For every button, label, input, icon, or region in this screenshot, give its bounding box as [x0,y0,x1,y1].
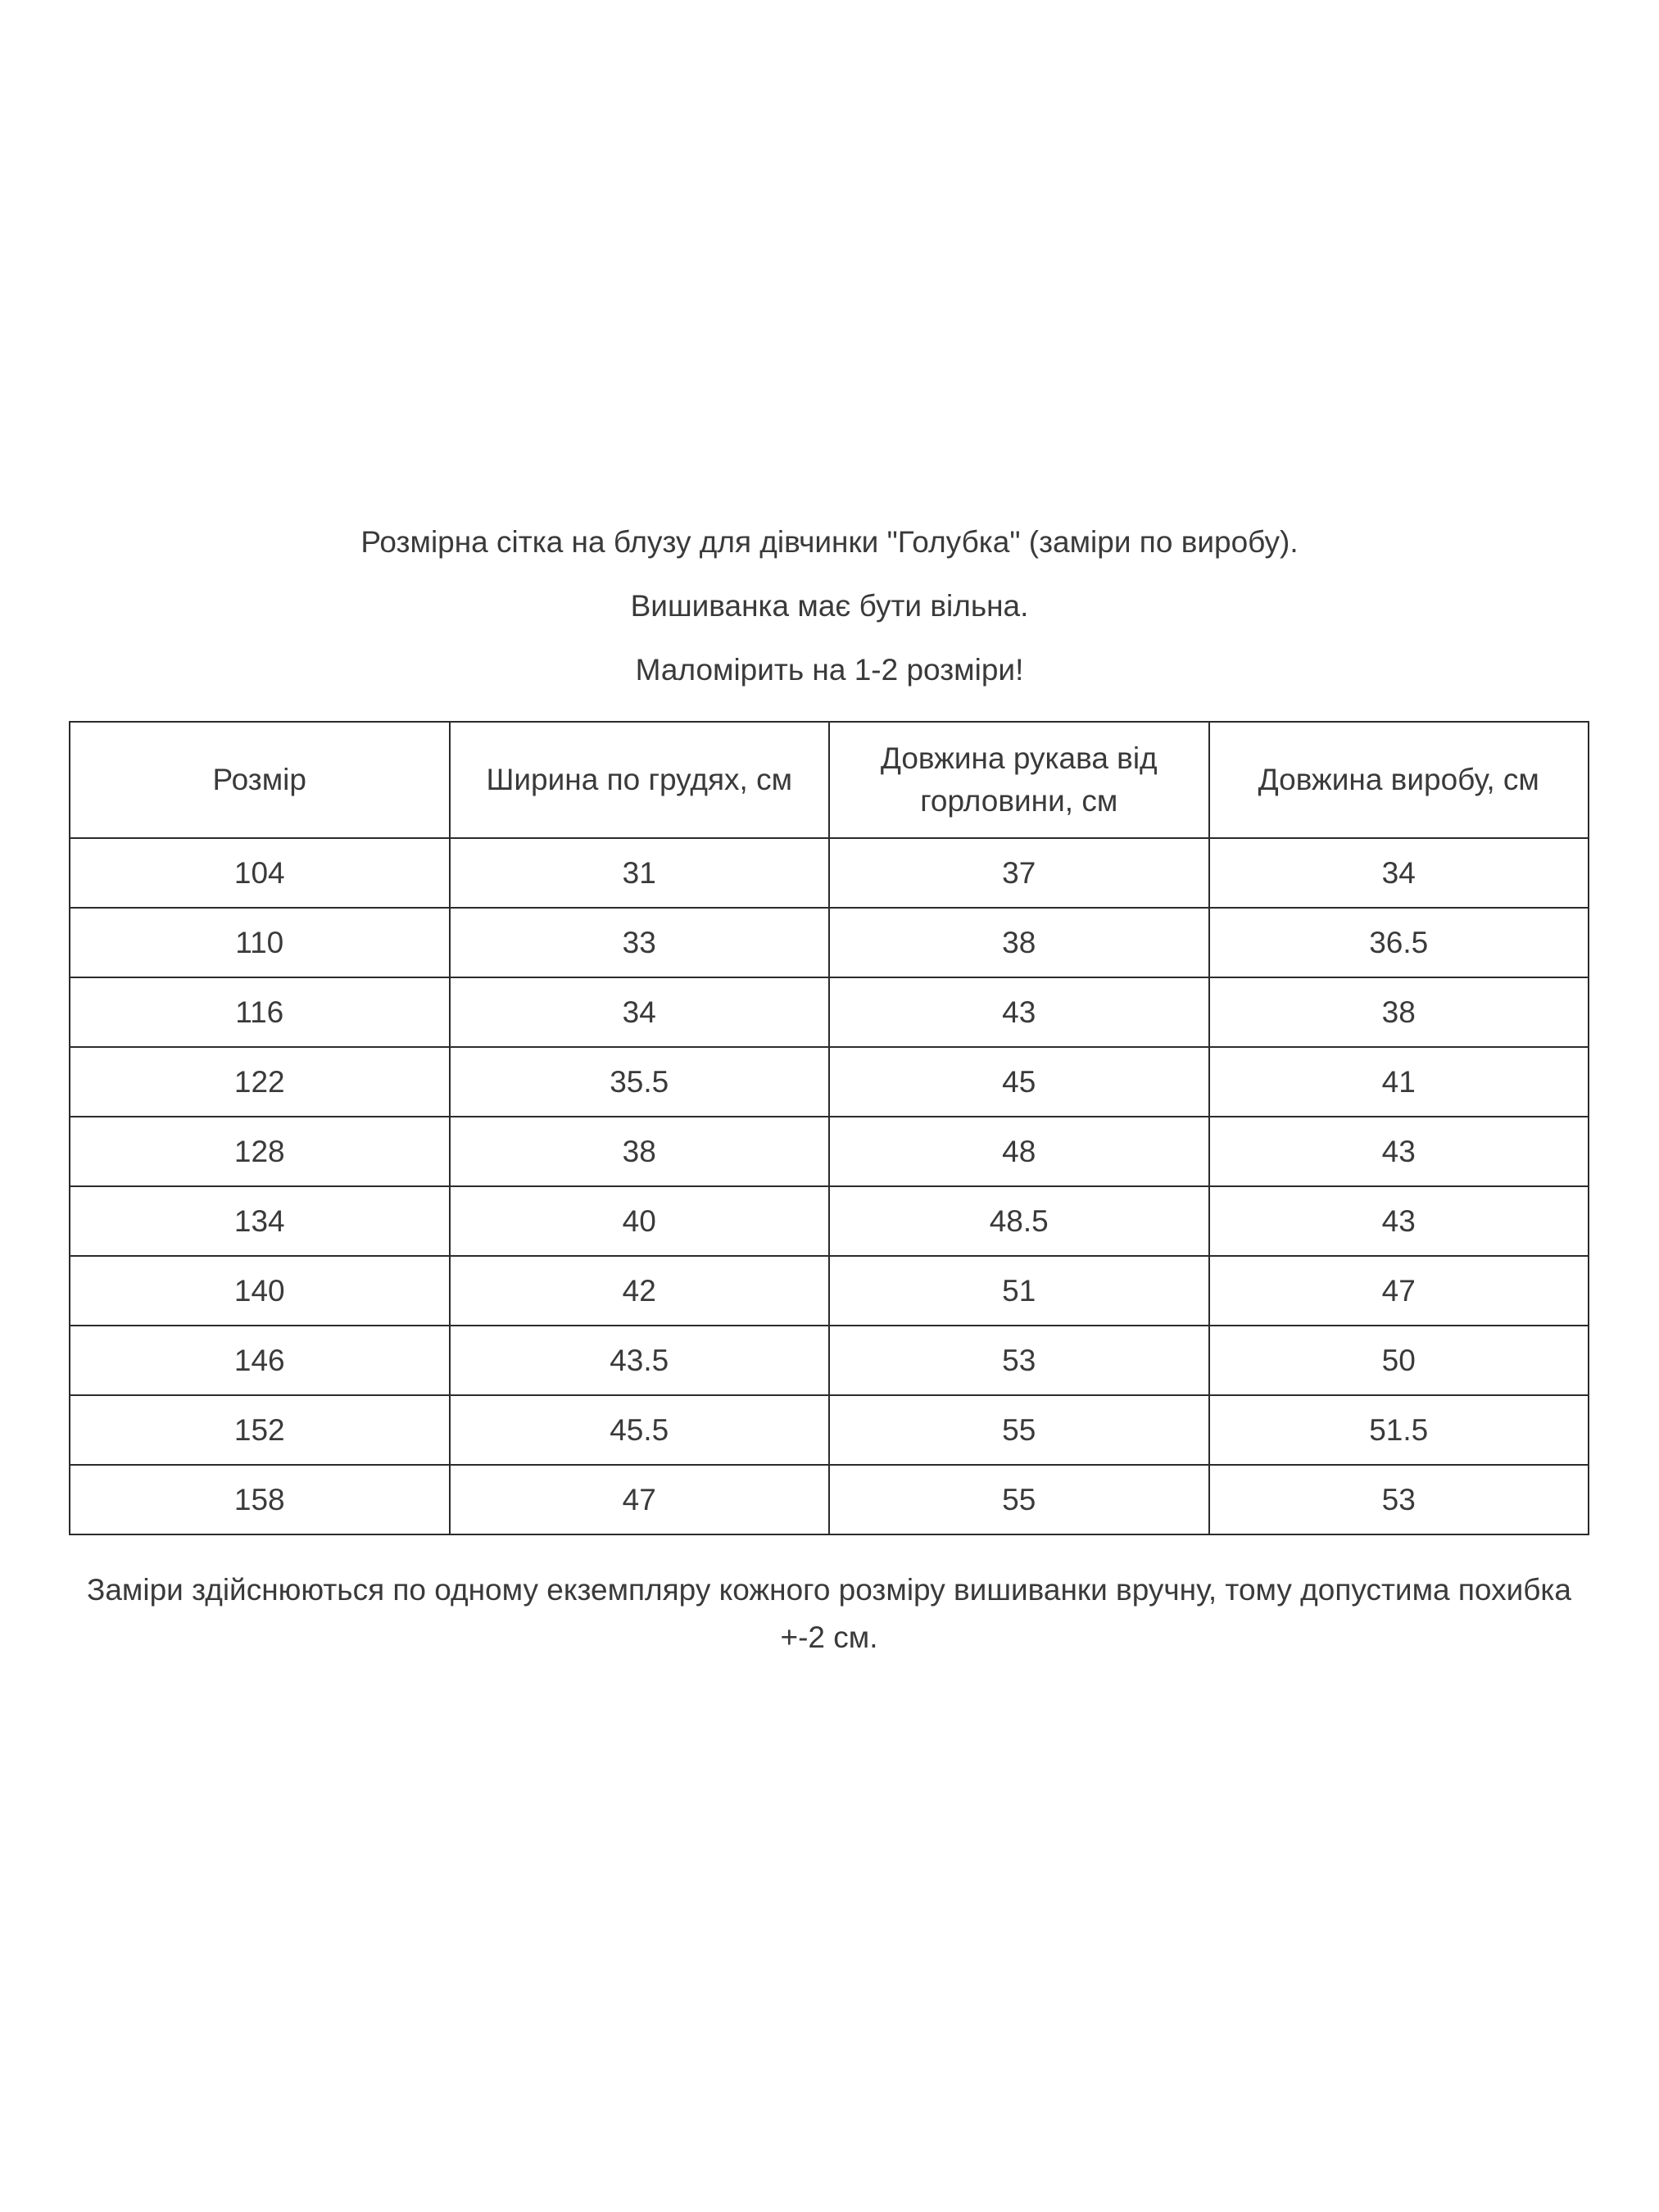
table-cell: 158 [70,1465,450,1534]
table-cell: 45 [829,1047,1209,1117]
column-header-chest-width: Ширина по грудях, см [450,722,830,838]
table-cell: 47 [1209,1256,1589,1326]
table-row [70,908,1589,977]
measurement-footnote: Заміри здійснюються по одному екземпляру кожного розміру вишиванки вручну, тому допустима похибка +-2 см. [86,1573,1572,1654]
table-cell: 34 [450,977,830,1047]
table-cell: 53 [1209,1465,1589,1534]
table-cell: 43 [829,977,1209,1047]
table-row [70,977,1589,1047]
table-cell: 38 [1209,977,1589,1047]
table-cell: 104 [70,838,450,908]
table-cell: 122 [70,1047,450,1117]
table-row [70,1047,1589,1117]
table-cell: 55 [829,1395,1209,1465]
table-row [70,1256,1589,1326]
table-cell: 38 [829,908,1209,977]
table-row [70,1186,1589,1256]
column-header-size: Розмір [70,722,450,838]
column-header-garment-length: Довжина виробу, см [1209,722,1589,838]
table-cell: 37 [829,838,1209,908]
table-cell: 152 [70,1395,450,1465]
size-chart-table [69,721,1589,1535]
table-cell: 116 [70,977,450,1047]
table-cell: 110 [70,908,450,977]
table-cell: 48 [829,1117,1209,1186]
table-cell: 45.5 [450,1395,830,1465]
table-cell: 51.5 [1209,1395,1589,1465]
table-cell: 38 [450,1117,830,1186]
table-cell: 43.5 [450,1326,830,1395]
table-cell: 43 [1209,1186,1589,1256]
table-cell: 36.5 [1209,908,1589,977]
table-header-row [70,722,1589,838]
page-title: Розмірна сітка на блузу для дівчинки "Голубка" (заміри по виробу). [360,525,1299,559]
table-row [70,838,1589,908]
table-row [70,1117,1589,1186]
size-warning: Маломірить на 1-2 розміри! [635,653,1024,687]
table-row [70,1465,1589,1534]
table-cell: 146 [70,1326,450,1395]
table-cell: 140 [70,1256,450,1326]
table-cell: 134 [70,1186,450,1256]
table-cell: 40 [450,1186,830,1256]
table-cell: 47 [450,1465,830,1534]
column-header-sleeve-length: Довжина рукава від горловини, см [829,722,1209,838]
table-cell: 50 [1209,1326,1589,1395]
table-cell: 43 [1209,1117,1589,1186]
table-cell: 35.5 [450,1047,830,1117]
table-cell: 48.5 [829,1186,1209,1256]
table-cell: 33 [450,908,830,977]
table-cell: 41 [1209,1047,1589,1117]
table-cell: 51 [829,1256,1209,1326]
table-cell: 34 [1209,838,1589,908]
table-row [70,1395,1589,1465]
fit-note: Вишиванка має бути вільна. [630,589,1029,623]
table-cell: 55 [829,1465,1209,1534]
table-cell: 128 [70,1117,450,1186]
table-cell: 53 [829,1326,1209,1395]
table-row [70,1326,1589,1395]
table-cell: 42 [450,1256,830,1326]
table-cell: 31 [450,838,830,908]
